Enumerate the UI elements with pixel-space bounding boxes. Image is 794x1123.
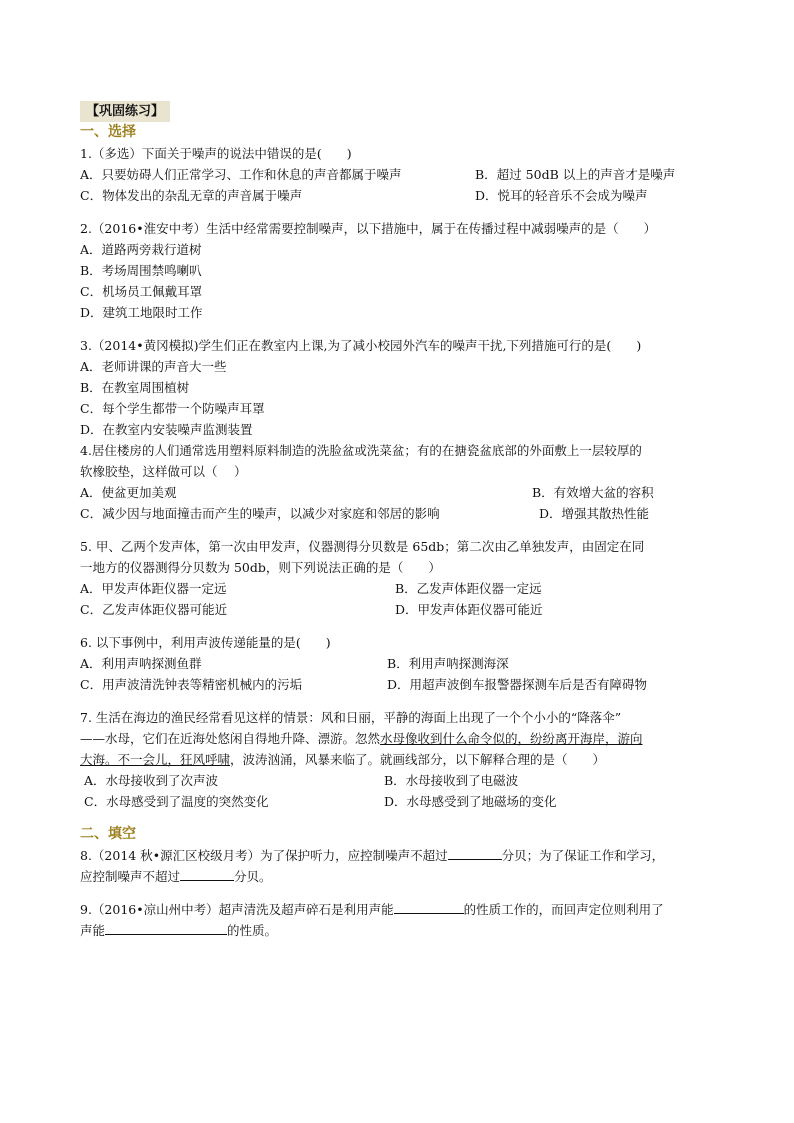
q7-option-a: A．水母接收到了次声波 xyxy=(84,773,219,788)
q4-option-c: C．减少因与地面撞击而产生的噪声，以减少对家庭和邻居的影响 xyxy=(80,506,440,521)
q1-option-d: D．悦耳的轻音乐不会成为噪声 xyxy=(475,188,648,203)
q8-line2 xyxy=(80,866,720,887)
q8-text-1: 8.（2014 秋•源汇区校级月考）为了保护听力，应控制噪声不超过 xyxy=(80,848,448,863)
q7-option-b: B．水母接收到了电磁波 xyxy=(384,773,519,788)
q7-line1: 7. 生活在海边的渔民经常看见这样的情景：风和日丽，平静的海面上出现了一个个小小的“降落伞” xyxy=(80,710,622,725)
q9-text-2: 的性质工作的，而回声定位则利用了 xyxy=(463,902,664,917)
header-tag xyxy=(80,100,720,122)
q8-blank-2[interactable] xyxy=(180,866,234,881)
q9-line2 xyxy=(80,920,720,941)
q5-option-b: B．乙发声体距仪器一定远 xyxy=(395,581,542,596)
q7-option-c: C．水母感受到了温度的突然变化 xyxy=(84,794,269,809)
q9-blank-2[interactable] xyxy=(105,920,227,935)
q1-stem: 1.（多选）下面关于噪声的说法中错误的是( ) xyxy=(80,146,352,161)
header-label: 【巩固练习】 xyxy=(80,101,170,122)
q5-option-a: A．甲发声体距仪器一定远 xyxy=(80,581,227,596)
q4-option-b: B．有效增大盆的容积 xyxy=(532,485,654,500)
q5-stem-line2: 一地方的仪器测得分贝数为 50db，则下列说法正确的是（ ） xyxy=(80,560,441,575)
q8-text-2: 分贝；为了保证工作和学习， xyxy=(501,848,665,863)
q1-option-c: C．物体发出的杂乱无章的声音属于噪声 xyxy=(80,188,303,203)
q3-option-b: B．在教室周围植树 xyxy=(80,380,190,395)
question-3 xyxy=(80,335,720,440)
q8-text-3: 应控制噪声不超过 xyxy=(80,869,181,884)
worksheet xyxy=(80,100,720,941)
q3-option-a: A．老师讲课的声音大一些 xyxy=(80,359,227,374)
q7-line3-text: ，波涛汹涌，风暴来临了。就画线部分，以下解释合理的是（ ） xyxy=(230,752,606,767)
q7-option-d: D．水母感受到了地磁场的变化 xyxy=(384,794,557,809)
q7-underlined-part2: 大海。不一会儿，狂风呼啸 xyxy=(80,752,231,767)
section-choice-title: 一、选择 xyxy=(80,124,136,140)
q5-option-c: C．乙发声体距仪器可能近 xyxy=(80,602,228,617)
q1-option-b: B．超过 50dB 以上的声音才是噪声 xyxy=(475,167,676,182)
q8-blank-1[interactable] xyxy=(448,845,502,860)
q6-option-d: D．用超声波倒车报警器探测车后是否有障碍物 xyxy=(387,677,648,692)
q9-text-1: 9.（2016•凉山州中考）超声清洗及超声碎石是利用声能 xyxy=(80,902,394,917)
question-4 xyxy=(80,440,720,524)
q4-stem-line2: 软橡胶垫，这样做可以（ ） xyxy=(80,464,247,479)
q2-stem: 2.（2016•淮安中考）生活中经常需要控制噪声，以下措施中，属于在传播过程中减弱噪声的是（ ） xyxy=(80,221,657,236)
q4-option-d: D．增强其散热性能 xyxy=(539,506,650,521)
q5-option-d: D．甲发声体距仪器可能近 xyxy=(395,602,543,617)
q2-option-a: A．道路两旁栽行道树 xyxy=(80,242,202,257)
q6-option-c: C．用声波清洗钟表等精密机械内的污垢 xyxy=(80,677,303,692)
section-fill-title: 二、填空 xyxy=(80,826,136,842)
question-2 xyxy=(80,218,720,323)
q3-stem: 3.（2014•黄冈模拟)学生们正在教室内上课,为了减小校园外汽车的噪声干扰,下列措施可行的是( ) xyxy=(80,338,642,353)
question-7 xyxy=(80,707,720,812)
q8-line1 xyxy=(80,845,720,866)
q2-option-d: D．建筑工地限时工作 xyxy=(80,305,203,320)
q7-underlined-part1: 水母像收到什么命令似的，纷纷离开海岸，游向 xyxy=(380,731,643,746)
q9-line1 xyxy=(80,899,720,920)
q9-text-3: 声能 xyxy=(80,923,106,938)
q6-option-a: A．利用声呐探测鱼群 xyxy=(80,656,202,671)
q1-option-a: A．只要妨碍人们正常学习、工作和休息的声音都属于噪声 xyxy=(80,167,402,182)
q7-line2 xyxy=(80,728,720,749)
question-1 xyxy=(80,143,720,206)
question-6 xyxy=(80,632,720,695)
q3-option-d: D．在教室内安装噪声监测装置 xyxy=(80,422,253,437)
q7-line2-text: ——水母，它们在近海处悠闲自得地升降、漂游。忽然 xyxy=(80,731,381,746)
q4-stem-line1: 4.居住楼房的人们通常选用塑料原料制造的洗脸盆或洗菜盆；有的在搪瓷盆底部的外面敷上一层较厚的 xyxy=(80,443,642,458)
q2-option-b: B．考场周围禁鸣喇叭 xyxy=(80,263,202,278)
question-9 xyxy=(80,899,720,941)
q3-option-c: C．每个学生都带一个防噪声耳罩 xyxy=(80,401,265,416)
q7-line3 xyxy=(80,749,720,770)
q9-blank-1[interactable] xyxy=(394,899,464,914)
q2-option-c: C．机场员工佩戴耳罩 xyxy=(80,284,203,299)
q8-text-4: 分贝。 xyxy=(234,869,272,884)
q9-text-4: 的性质。 xyxy=(227,923,278,938)
q6-stem: 6. 以下事例中，利用声波传递能量的是( ) xyxy=(80,635,331,650)
question-5 xyxy=(80,536,720,620)
q4-option-a: A．使盆更加美观 xyxy=(80,485,177,500)
q5-stem-line1: 5. 甲、乙两个发声体，第一次由甲发声，仪器测得分贝数是 65db；第二次由乙单独发声，由固定在同 xyxy=(80,539,645,554)
q6-option-b: B．利用声呐探测海深 xyxy=(387,656,509,671)
question-8 xyxy=(80,845,720,887)
